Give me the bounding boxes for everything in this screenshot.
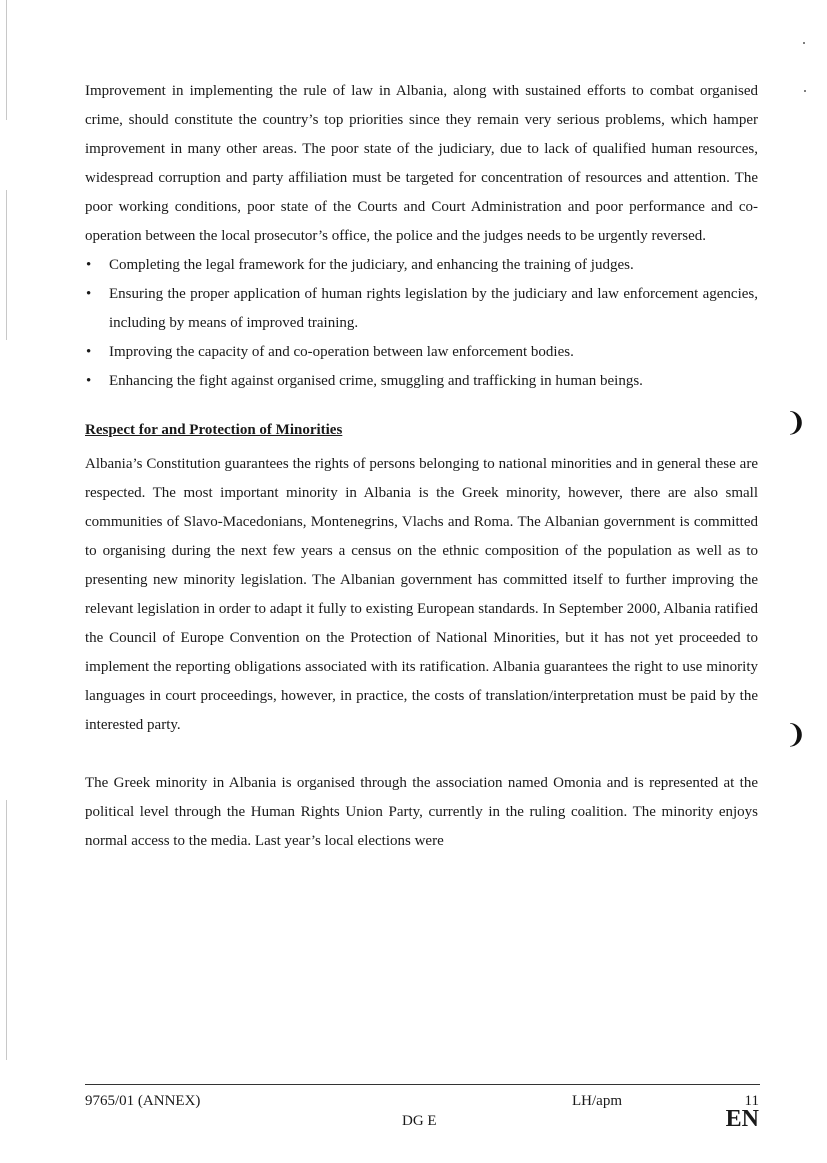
list-item-text: Enhancing the fight against organised crime, smuggling and trafficking in human beings. <box>109 373 643 389</box>
list-item <box>85 367 758 396</box>
greek-minority-paragraph: The Greek minority in Albania is organised through the association named Omonia and is represented at the political level through the Human Rights Union Party, currently in the ruling coalition. The minority enjoys normal access to the media. Last year’s local elections were <box>85 775 758 849</box>
scan-speck <box>804 90 806 92</box>
footer-divider <box>85 1084 760 1085</box>
footer-page-number: 11 <box>744 1093 759 1109</box>
bullet-icon: • <box>86 257 92 273</box>
footer-initials: LH/apm <box>572 1093 622 1109</box>
bullet-icon: • <box>86 286 92 302</box>
bullet-icon: • <box>86 344 92 360</box>
scan-speck <box>803 42 805 44</box>
list-item-text: Ensuring the proper application of human rights legislation by the judiciary and law enforcement agencies, including by means of improved training. <box>109 286 758 331</box>
list-item-text: Completing the legal framework for the judiciary, and enhancing the training of judges. <box>109 257 634 273</box>
scan-margin-line <box>6 0 7 120</box>
priority-list <box>85 251 758 396</box>
list-item <box>85 251 758 280</box>
footer-language-code: EN <box>725 1106 759 1132</box>
margin-bracket-icon: ❩ <box>785 720 807 750</box>
minorities-paragraph: Albania’s Constitution guarantees the rights of persons belonging to national minorities and in general these are respected. The most important minority in Albania is the Greek minority, however, there are also small communities of Slavo-Macedonians, Montenegrins, Vlachs and Roma. The Albanian government is committed to organising during the next few years a census on the ethnic composition of the population as well as to presenting new minority legislation. The Albanian government has committed itself to further improving the relevant legislation in order to adapt it fully to existing European standards. In September 2000, Albania ratified the Council of Europe Convention on the Protection of National Minorities, but it has not yet proceeded to implement the reporting obligations associated with its ratification. Albania guarantees the right to use minority languages in court proceedings, however, in practice, the costs of translation/interpretation must be paid by the interested party. <box>85 456 758 733</box>
footer-directorate: DG E <box>402 1113 437 1129</box>
scan-margin-line <box>6 800 7 1060</box>
margin-bracket-icon: ❩ <box>785 408 807 438</box>
intro-paragraph: Improvement in implementing the rule of law in Albania, along with sustained efforts to combat organised crime, should constitute the country’s top priorities since they remain very serious problems, which hamper improvement in many other areas. The poor state of the judiciary, due to lack of qualified human resources, widespread corruption and party affiliation must be targeted for concentration of resources and attention. The poor working conditions, poor state of the Courts and Court Administration and poor performance and co-operation between the local prosecutor’s office, the police and the judges needs to be urgently reversed. <box>85 83 758 244</box>
bullet-icon: • <box>86 373 92 389</box>
list-item <box>85 280 758 338</box>
paragraph-gap <box>85 740 758 769</box>
footer-doc-ref: 9765/01 (ANNEX) <box>85 1093 201 1109</box>
list-item-text: Improving the capacity of and co-operation between law enforcement bodies. <box>109 344 574 360</box>
scan-margin-line <box>6 190 7 340</box>
body-content <box>85 77 758 856</box>
section-heading: Respect for and Protection of Minorities <box>85 422 343 438</box>
list-item <box>85 338 758 367</box>
